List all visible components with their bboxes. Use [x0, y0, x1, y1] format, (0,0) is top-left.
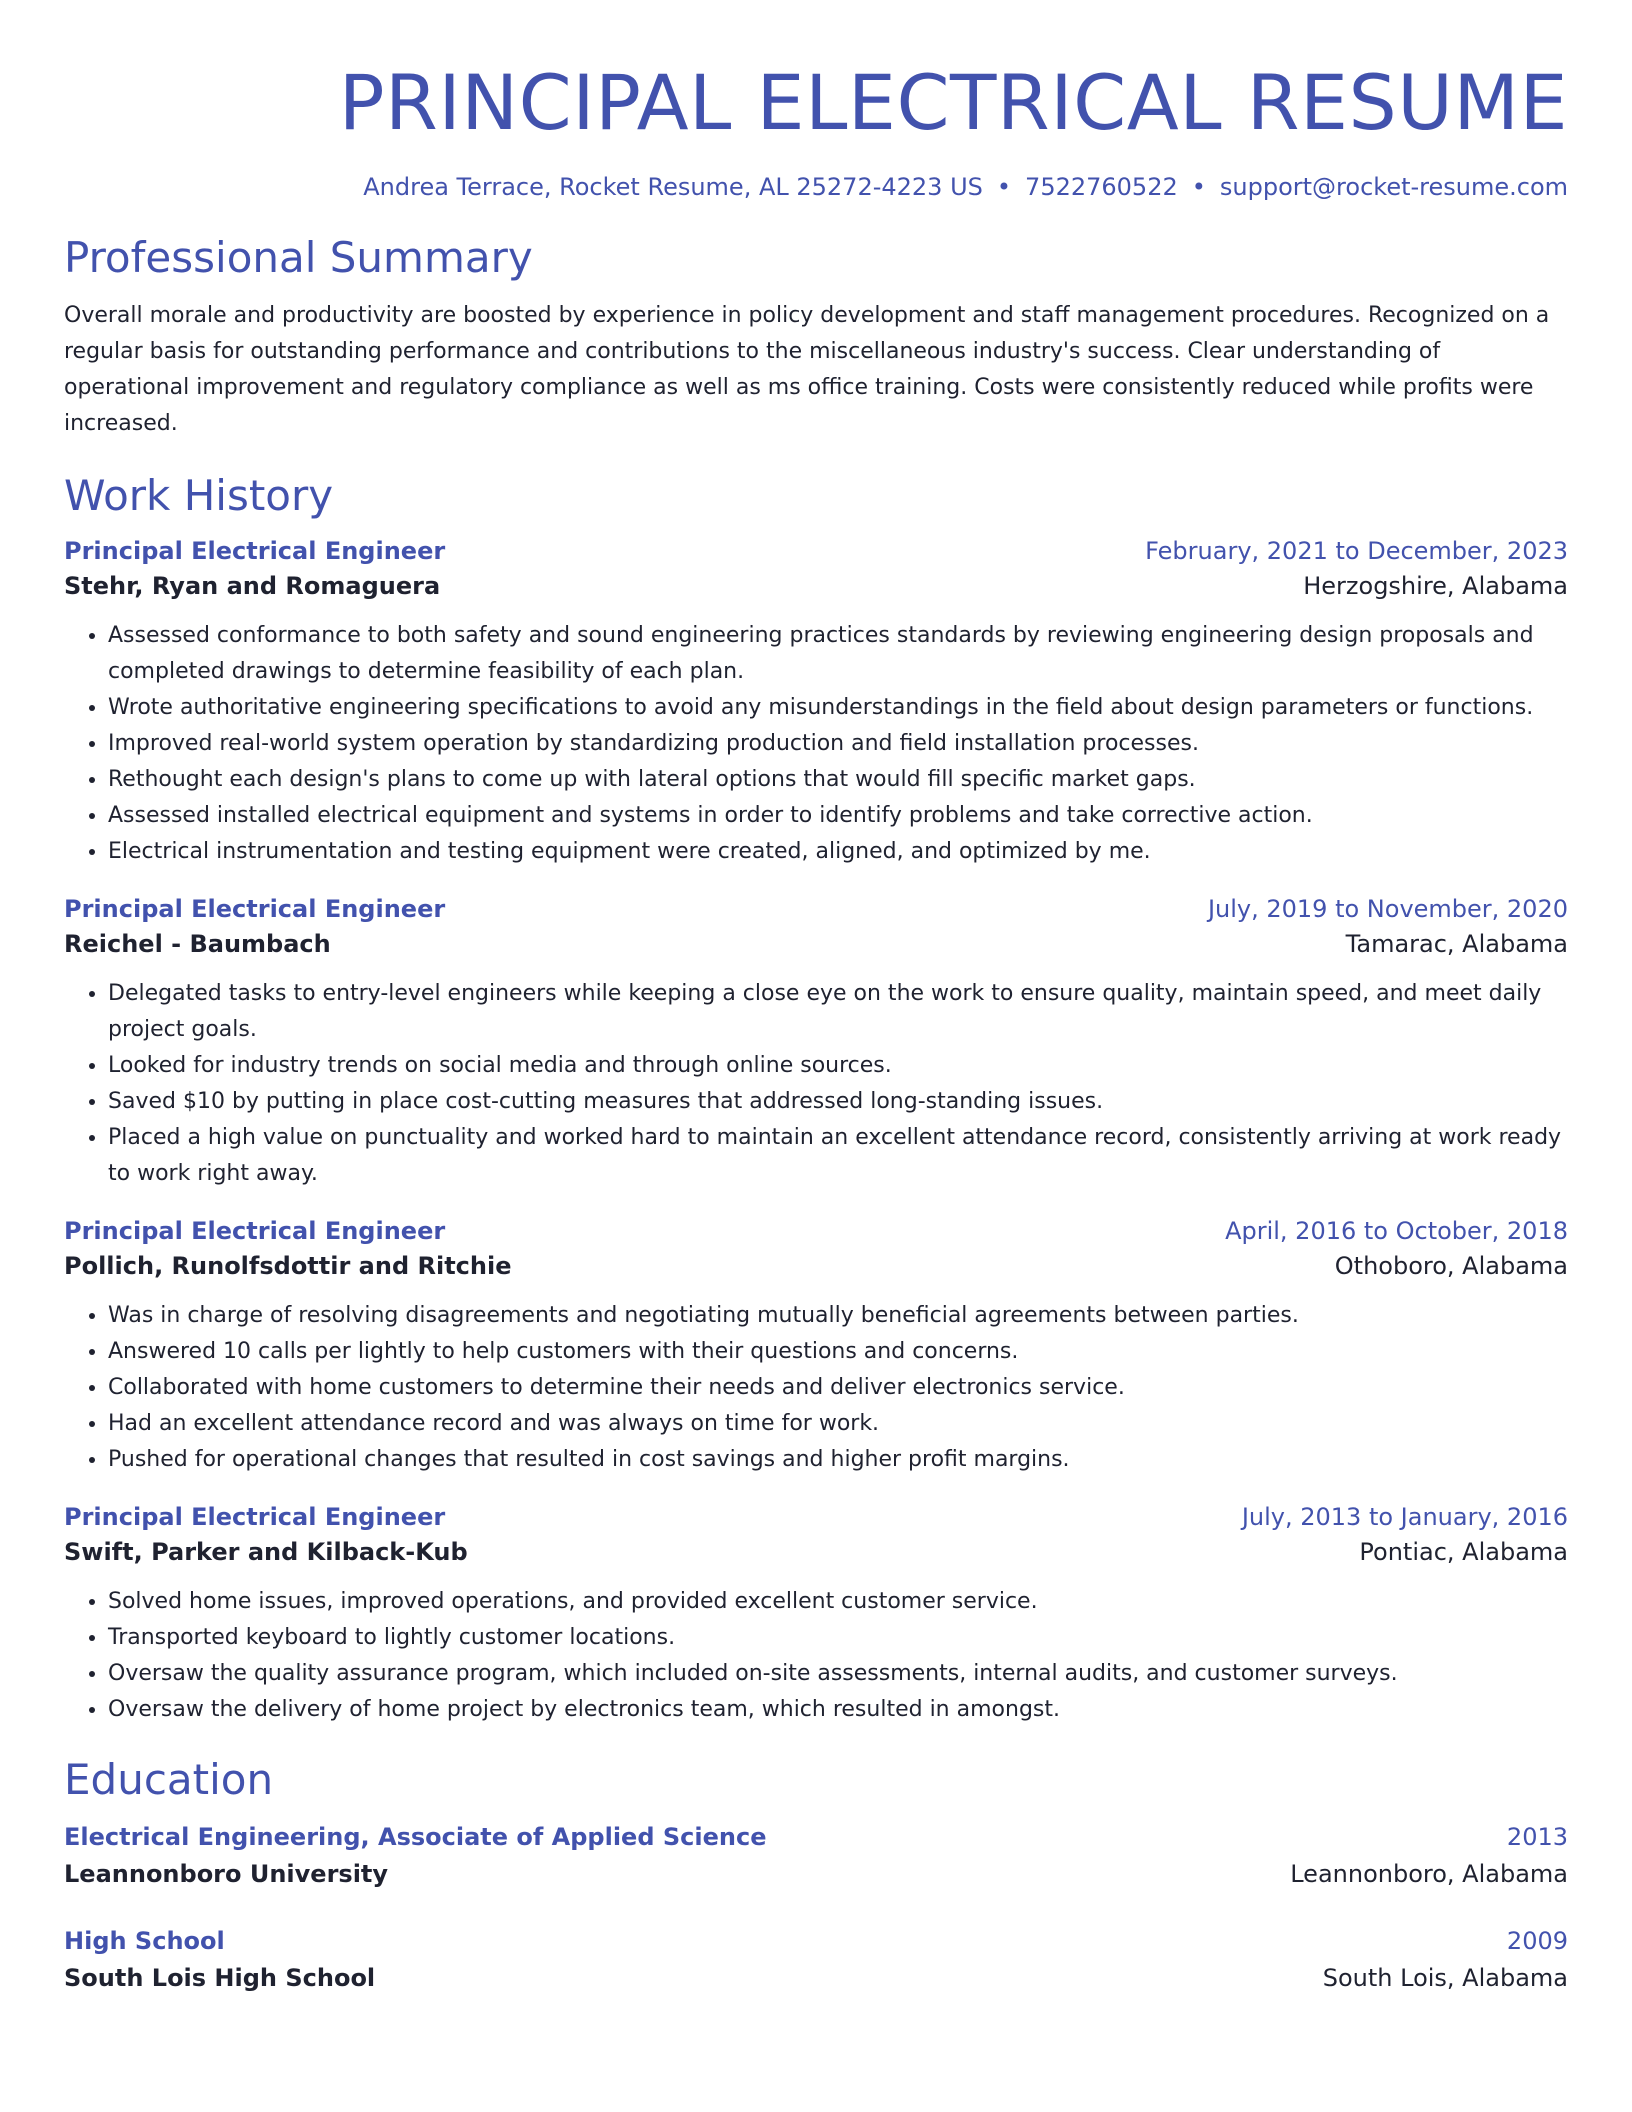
job-entry [64, 892, 1568, 1192]
job-bullet: • Electrical instrumentation and testing equipment were created, aligned, and optimized by me. [108, 834, 1568, 870]
job-title: Principal Electrical Engineer [64, 895, 446, 923]
education-list [64, 1820, 1568, 1998]
education-degree: Electrical Engineering, Associate of Applied Science [64, 1823, 767, 1851]
school-name: Leannonboro University [64, 1860, 389, 1888]
job-bullet: • Looked for industry trends on social media and through online sources. [108, 1048, 1568, 1084]
job-bullet: • Pushed for operational changes that resulted in cost savings and higher profit margins. [108, 1442, 1568, 1478]
job-location: Pontiac, Alabama [1359, 1538, 1568, 1566]
job-bullets [64, 976, 1568, 1192]
job-bullets [64, 1298, 1568, 1478]
company-name: Pollich, Runolfsdottir and Ritchie [64, 1252, 512, 1280]
job-bullet: • Answered 10 calls per lightly to help customers with their questions and concerns. [108, 1334, 1568, 1370]
job-bullet: • Transported keyboard to lightly customer locations. [108, 1620, 1568, 1656]
job-entry [64, 534, 1568, 870]
job-entry [64, 1214, 1568, 1478]
job-dates: April, 2016 to October, 2018 [1225, 1217, 1568, 1245]
school-location: South Lois, Alabama [1322, 1964, 1568, 1992]
company-name: Reichel - Baumbach [64, 930, 331, 958]
education-year: 2009 [1506, 1927, 1568, 1955]
job-bullet: • Rethought each design's plans to come up with lateral options that would fill specific market gaps. [108, 762, 1568, 798]
job-dates: February, 2021 to December, 2023 [1145, 537, 1568, 565]
job-bullet: • Oversaw the delivery of home project by electronics team, which resulted in amongst. [108, 1692, 1568, 1728]
job-bullet: • Had an excellent attendance record and was always on time for work. [108, 1406, 1568, 1442]
job-bullet: • Saved $10 by putting in place cost-cutting measures that addressed long-standing issues. [108, 1084, 1568, 1120]
job-bullet: • Solved home issues, improved operations, and provided excellent customer service. [108, 1584, 1568, 1620]
job-bullet: • Was in charge of resolving disagreements and negotiating mutually beneficial agreements between parties. [108, 1298, 1568, 1334]
education-entry [64, 1820, 1568, 1894]
school-name: South Lois High School [64, 1964, 376, 1992]
work-history-list [64, 534, 1568, 1728]
job-bullet: • Delegated tasks to entry-level engineers while keeping a close eye on the work to ensure quality, maintain speed, and meet daily project goals. [108, 976, 1568, 1048]
job-bullet: • Improved real-world system operation by standardizing production and field installation processes. [108, 726, 1568, 762]
summary-heading: Professional Summary [64, 233, 533, 282]
job-bullet: • Assessed conformance to both safety and sound engineering practices standards by reviewing engineering design proposals and completed drawings to determine feasibility of each plan. [108, 618, 1568, 690]
job-bullet: • Collaborated with home customers to determine their needs and deliver electronics service. [108, 1370, 1568, 1406]
job-bullet: • Oversaw the quality assurance program, which included on-site assessments, internal audits, and customer surveys. [108, 1656, 1568, 1692]
summary-text: Overall morale and productivity are boosted by experience in policy development and staff management procedures. Recognized on a regular basis for outstanding performance and contributions to the miscellaneous industry's success. Clear understanding of operational improvement and regulatory compliance as well as ms office training. Costs were consistently reduced while profits were increased. [64, 303, 1550, 436]
education-entry [64, 1924, 1568, 1998]
resume-title: PRINCIPAL ELECTRICAL RESUME [338, 58, 1568, 147]
job-bullets [64, 1584, 1568, 1728]
company-name: Swift, Parker and Kilback-Kub [64, 1538, 468, 1566]
company-name: Stehr, Ryan and Romaguera [64, 572, 441, 600]
education-heading: Education [64, 1755, 274, 1804]
work-history-heading: Work History [64, 471, 334, 520]
job-dates: July, 2013 to January, 2016 [1241, 1503, 1568, 1531]
contact-separator: • [996, 173, 1012, 201]
job-title: Principal Electrical Engineer [64, 537, 446, 565]
job-location: Herzogshire, Alabama [1303, 572, 1568, 600]
contact-address: Andrea Terrace, Rocket Resume, AL 25272-4223 US [363, 173, 983, 201]
job-location: Tamarac, Alabama [1345, 930, 1568, 958]
job-title: Principal Electrical Engineer [64, 1503, 446, 1531]
job-location: Othoboro, Alabama [1334, 1252, 1568, 1280]
job-bullet: • Wrote authoritative engineering specifications to avoid any misunderstandings in the field about design parameters or functions. [108, 690, 1568, 726]
contact-phone: 7522760522 [1025, 173, 1178, 201]
job-bullet: • Assessed installed electrical equipment and systems in order to identify problems and take corrective action. [108, 798, 1568, 834]
job-bullet: • Placed a high value on punctuality and worked hard to maintain an excellent attendance record, consistently arriving at work ready to work right away. [108, 1120, 1568, 1192]
education-year: 2013 [1506, 1823, 1568, 1851]
school-location: Leannonboro, Alabama [1290, 1860, 1568, 1888]
education-degree: High School [64, 1927, 225, 1955]
contact-email[interactable]: support@rocket-resume.com [1219, 173, 1568, 201]
contact-separator: • [1191, 173, 1206, 201]
job-bullets [64, 618, 1568, 870]
job-entry [64, 1500, 1568, 1728]
job-dates: July, 2019 to November, 2020 [1207, 895, 1568, 923]
job-title: Principal Electrical Engineer [64, 1217, 446, 1245]
contact-line [64, 170, 1568, 204]
